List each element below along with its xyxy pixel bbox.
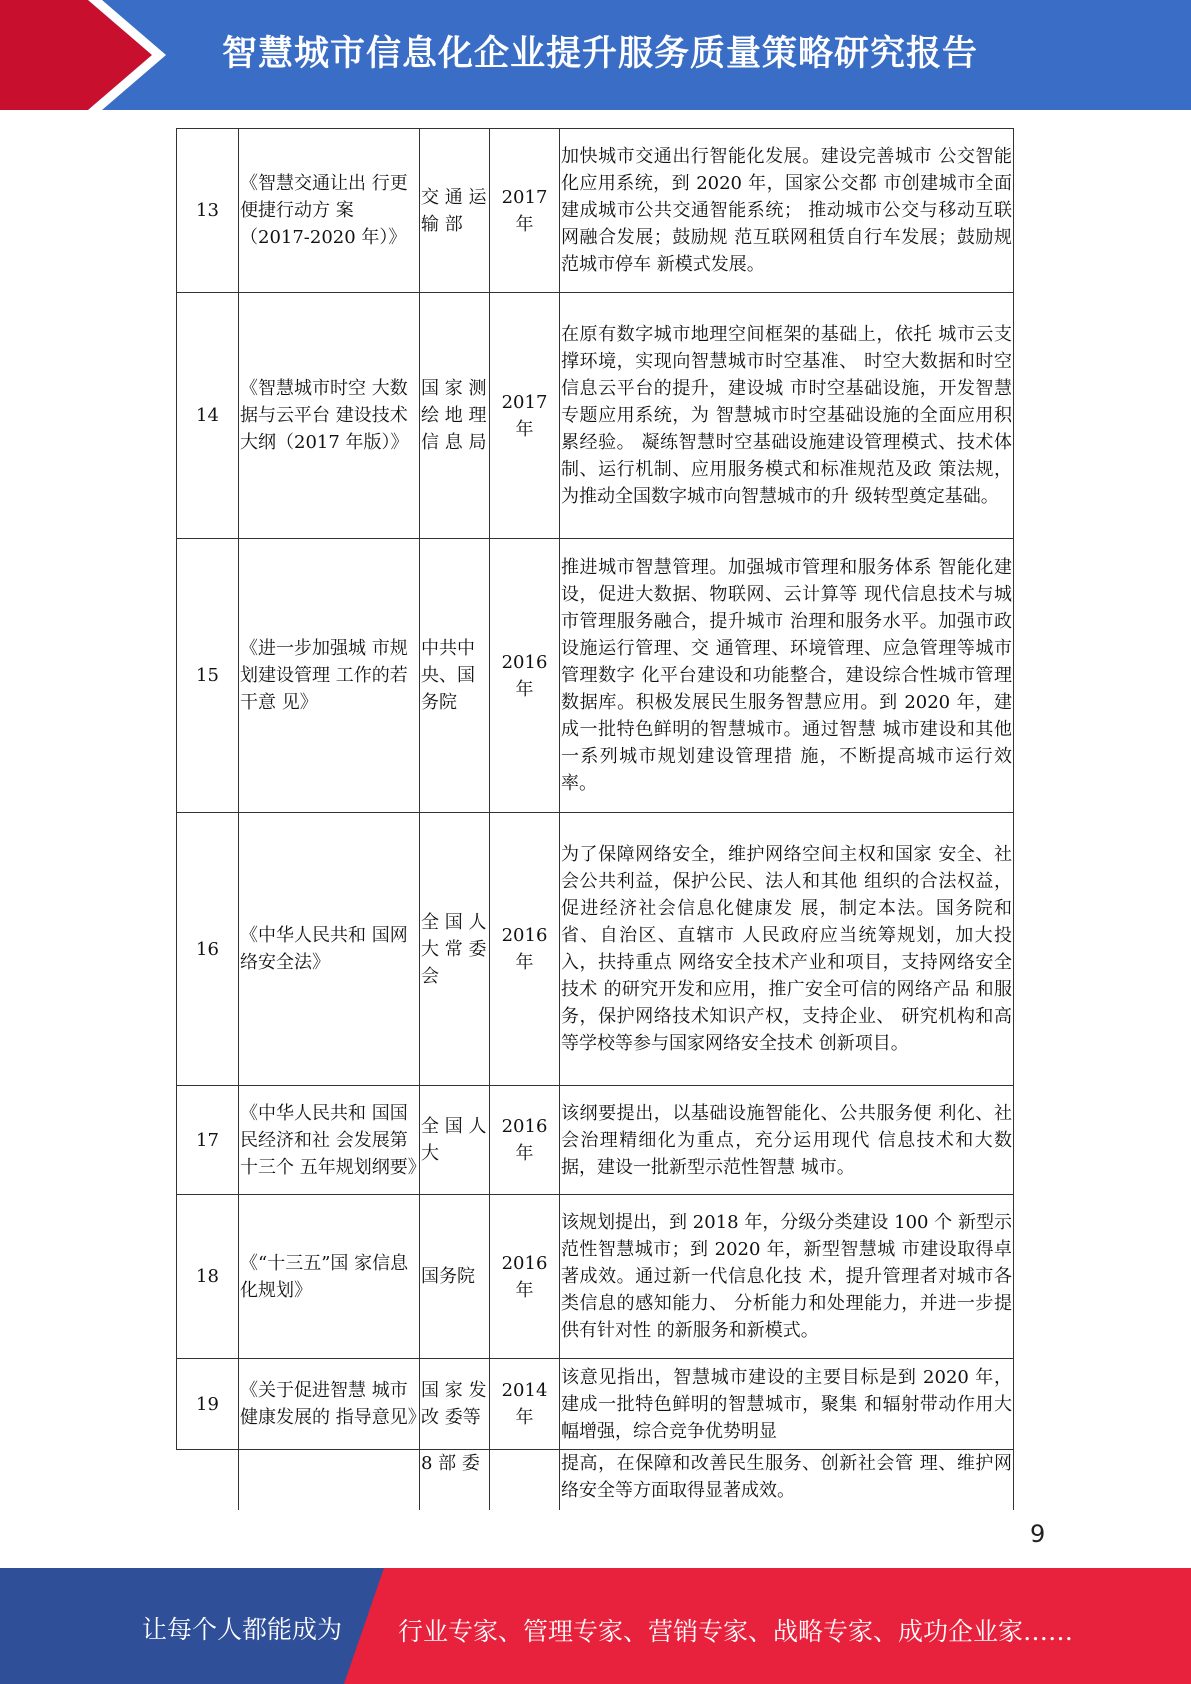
issuing-department: 交 通 运 输 部 [420,129,490,293]
issuing-department: 国 家 测 绘 地 理 信 息 局 [420,293,490,539]
issue-year [490,1359,560,1450]
policy-content: 为了保障网络安全，维护网络空间主权和国家 安全、社会公共利益，保护公民、法人和其他 组织的合法权益，促进经济社会信息化健康发 展，制定本法。国务院和省、自治区、直辖市 人民政府应当统筹规划，加大投入，扶持重点 网络安全技术产业和项目，支持网络安全技术 的研究开发和应用，推广安全可信的网络产品 和服务，保护网络技术知识产权，支持企业、 研究机构和高等学校等参与国家网络安全技术 创新项目。 [560,813,1014,1086]
issue-year-empty [490,1450,560,1510]
issuing-department: 中共中 央、国务院 [420,539,490,813]
policy-name: 《中华人民共和 国国民经济和社 会发展第十三个 五年规划纲要》 [239,1086,420,1195]
table-row [177,813,1014,1086]
footer-banner [0,1568,1191,1684]
header-red-chevron [0,0,152,110]
issue-year [490,539,560,813]
policy-table [176,128,1014,1510]
row-number: 18 [177,1195,239,1359]
policy-content: 在原有数字城市地理空间框架的基础上，依托 城市云支撑环境，实现向智慧城市时空基准、 时空大数据和时空信息云平台的提升，建设城 市时空基础设施，开发智慧专题应用系统，为 智慧城市时空基础设施的全面应用积累经验。 凝练智慧时空基础设施建设管理模式、技术体 制、运行机制、应用服务模式和标准规范及政 策法规，为推动全国数字城市向智慧城市的升 级转型奠定基础。 [560,293,1014,539]
page-number: 9 [1030,1520,1046,1548]
policy-name: 《智慧城市时空 大数据与云平台 建设技术大纲（2017 年版）》 [239,293,420,539]
year-unit: 年 [515,678,534,700]
header-banner [0,0,1191,110]
issue-year [490,129,560,293]
issue-year [490,1195,560,1359]
year-value: 2014 [501,1380,548,1401]
table-row [177,1359,1014,1450]
issuing-department: 8 部 委 [420,1450,490,1510]
issuing-department: 全 国 人大 [420,1086,490,1195]
year-value: 2016 [501,651,548,673]
row-number: 17 [177,1086,239,1195]
issue-year [490,1086,560,1195]
policy-content: 该纲要提出，以基础设施智能化、公共服务便 利化、社会治理精细化为重点，充分运用现代 信息技术和大数据，建设一批新型示范性智慧 城市。 [560,1086,1014,1195]
policy-name: 《“十三五”国 家信息化规划》 [239,1195,420,1359]
row-number: 15 [177,539,239,813]
policy-content: 推进城市智慧管理。加强城市管理和服务体系 智能化建设，促进大数据、物联网、云计算等 现代信息技术与城市管理服务融合，提升城市 治理和服务水平。加强市政设施运行管理、交 通管理、环境管理、应急管理等城市管理数字 化平台建设和功能整合，建设综合性城市管理 数据库。积极发展民生服务智慧应用。到 2020 年，建成一批特色鲜明的智慧城市。通过智慧 城市建设和其他一系列城市规划建设管理措 施，不断提高城市运行效率。 [560,539,1014,813]
issuing-department: 国 家 发 改 委等 [420,1359,490,1450]
year-value: 2016 [501,925,548,946]
row-number: 13 [177,129,239,293]
policy-name-empty [239,1450,420,1510]
footer-slogan-left: 让每个人都能成为 [142,1615,343,1644]
row-number: 19 [177,1359,239,1450]
policy-name: 《进一步加强城 市规划建设管理 工作的若干意 见》 [239,539,420,813]
year-value: 2017 [501,391,548,413]
issuing-department: 国务院 [420,1195,490,1359]
year-value: 2017 [501,186,548,208]
year-unit: 年 [515,418,534,440]
table-row [177,1086,1014,1195]
table-row [177,293,1014,539]
footer-slogan-right: 行业专家、管理专家、营销专家、战略专家、成功企业家…… [398,1617,1074,1646]
report-title: 智慧城市信息化企业提升服务质量策略研究报告 [222,34,979,74]
table-row [177,1195,1014,1359]
table-row [177,539,1014,813]
year-value: 2016 [501,1116,548,1137]
policy-name: 《关于促进智慧 城市健康发展的 指导意见》 [239,1359,420,1450]
issue-year [490,293,560,539]
year-value: 2016 [501,1252,548,1274]
issue-year [490,813,560,1086]
policy-name: 《智慧交通让出 行更便捷行动方 案（2017-2020 年）》 [239,129,420,293]
policy-name: 《中华人民共和 国网络安全法》 [239,813,420,1086]
policy-content: 该意见指出，智慧城市建设的主要目标是到 2020 年，建成一批特色鲜明的智慧城市，聚集 和辐射带动作用大幅增强，综合竞争优势明显 [560,1359,1014,1450]
policy-content: 该规划提出，到 2018 年，分级分类建设 100 个 新型示范性智慧城市；到 2020 年，新型智慧城 市建设取得卓著成效。通过新一代信息化技 术，提升管理者对城市各类信息的感知能力、 分析能力和处理能力，并进一步提供有针对性 的新服务和新模式。 [560,1195,1014,1359]
row-number-empty [177,1450,239,1510]
row-number: 14 [177,293,239,539]
table-row [177,129,1014,293]
year-unit: 年 [515,1407,534,1428]
year-unit: 年 [515,213,534,235]
issuing-department: 全 国 人 大 常 委 会 [420,813,490,1086]
table-row-continuation [177,1450,1014,1510]
year-unit: 年 [515,1279,534,1301]
policy-content: 加快城市交通出行智能化发展。建设完善城市 公交智能化应用系统，到 2020 年，国家公交都 市创建城市全面建成城市公共交通智能系统； 推动城市公交与移动互联网融合发展；鼓励规 范互联网租赁自行车发展；鼓励规范城市停车 新模式发展。 [560,129,1014,293]
year-unit: 年 [515,952,534,973]
row-number: 16 [177,813,239,1086]
policy-content: 提高，在保障和改善民生服务、创新社会管 理、维护网络安全等方面取得显著成效。 [560,1450,1014,1510]
year-unit: 年 [515,1143,534,1164]
